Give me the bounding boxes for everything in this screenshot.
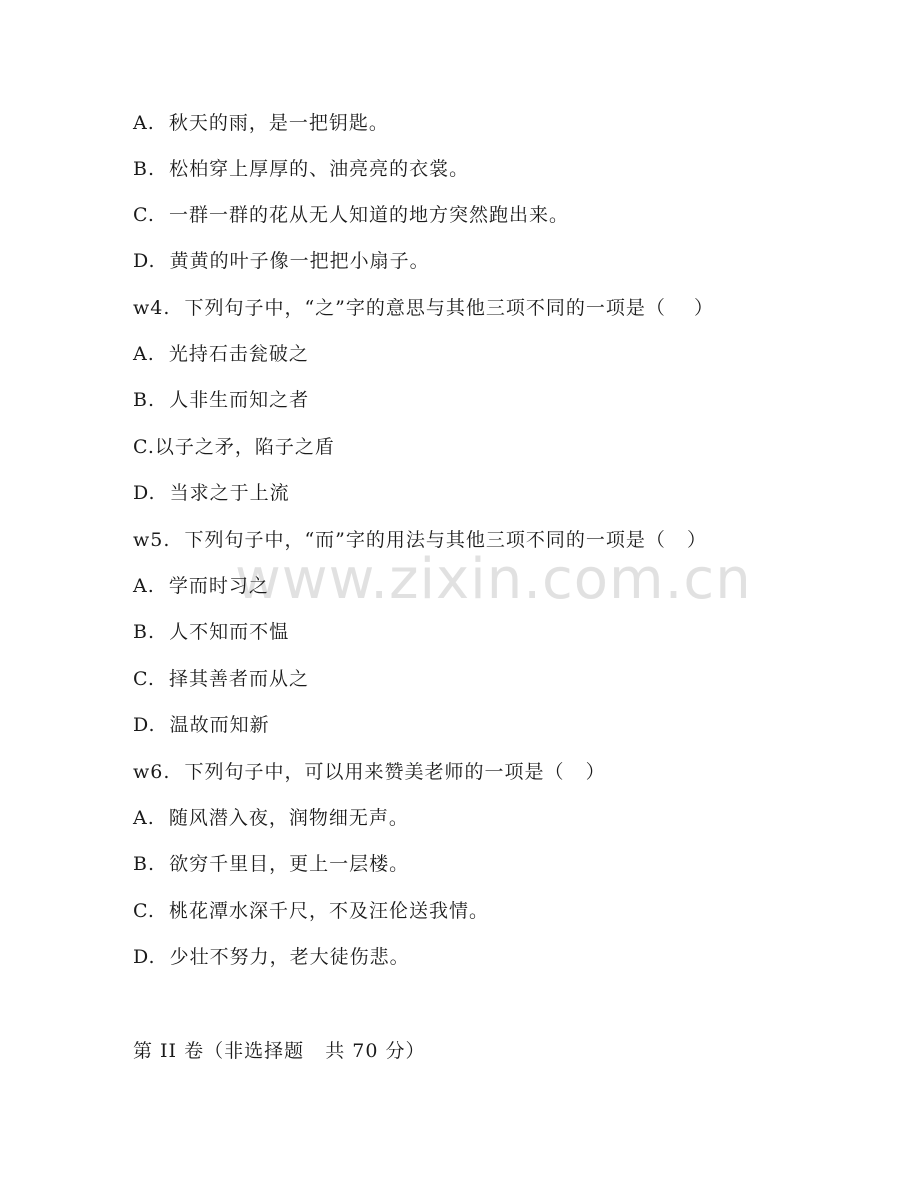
q6-option-b: B. 欲穷千里目，更上一层楼。 [133, 853, 410, 875]
q5-stem: w5. 下列句子中，“而”字的用法与其他三项不同的一项是（ ） [133, 529, 708, 551]
q5-option-b: B. 人不知而不愠 [133, 621, 290, 643]
q6-stem: w6. 下列句子中，可以用来赞美老师的一项是（ ） [133, 761, 606, 783]
q5-option-a: A. 学而时习之 [133, 575, 269, 597]
q5-option-d: D. 温故而知新 [133, 714, 270, 736]
q4-option-b: B. 人非生而知之者 [133, 389, 310, 411]
q5-option-c: C. 择其善者而从之 [133, 668, 309, 690]
q4-stem: w4. 下列句子中，“之”字的意思与其他三项不同的一项是（ ） [133, 297, 715, 319]
q6-option-c: C. 桃花潭水深千尺，不及汪伦送我情。 [133, 900, 489, 922]
section-heading: 第 II 卷（非选择题 共 70 分） [133, 1040, 426, 1062]
q3-option-b: B. 松柏穿上厚厚的、油亮亮的衣裳。 [133, 158, 470, 180]
q4-option-d: D. 当求之于上流 [133, 482, 290, 504]
q6-option-a: A. 随风潜入夜，润物细无声。 [133, 807, 409, 829]
q4-option-c: C.以子之矛，陷子之盾 [133, 436, 335, 458]
q3-option-a: A. 秋天的雨，是一把钥匙。 [133, 112, 389, 134]
q6-option-d: D. 少壮不努力，老大徒伤悲。 [133, 946, 410, 968]
watermark: www.zixin.com.cn [235, 547, 752, 612]
q3-option-d: D. 黄黄的叶子像一把把小扇子。 [133, 250, 430, 272]
q3-option-c: C. 一群一群的花从无人知道的地方突然跑出来。 [133, 204, 569, 226]
q4-option-a: A. 光持石击瓮破之 [133, 343, 309, 365]
